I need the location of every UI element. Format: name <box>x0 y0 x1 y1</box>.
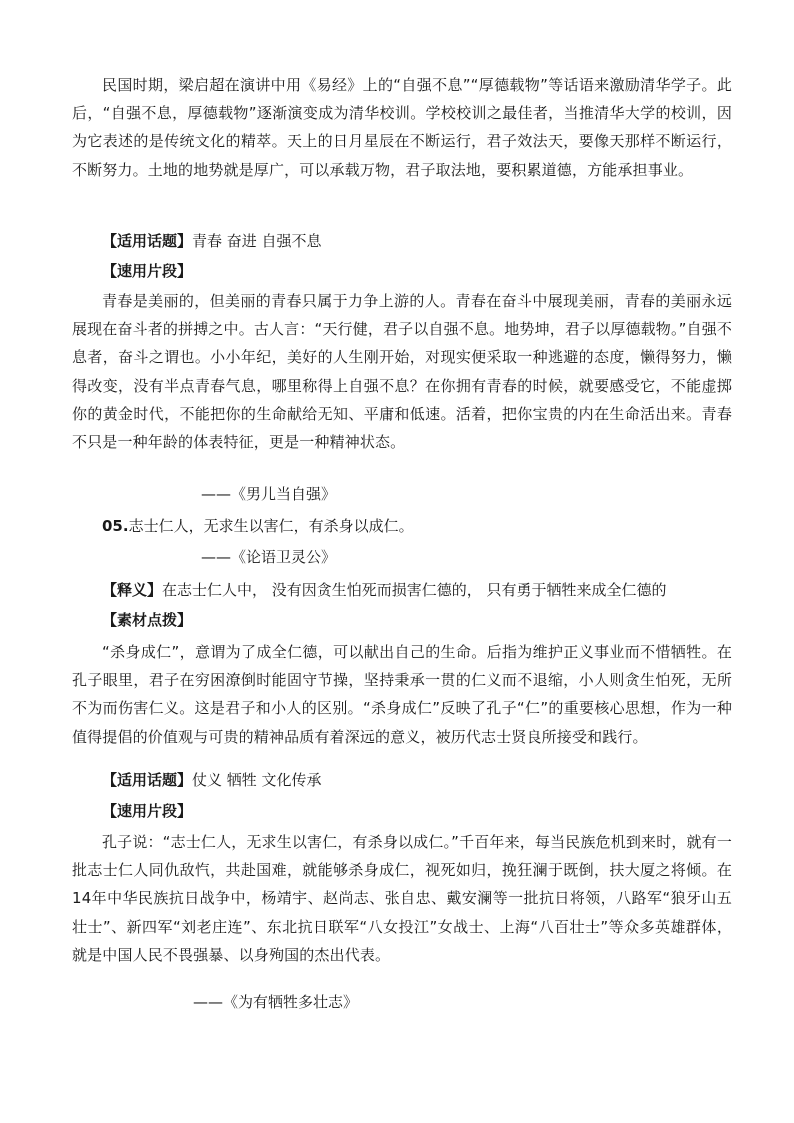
quote-05-text: 志士仁人，无求生以害仁，有杀身以成仁。 <box>128 517 414 535</box>
source-1: ——《男儿当自强》 <box>201 485 337 503</box>
source-3: ——《为有牺牲多壮志》 <box>193 993 359 1011</box>
paragraph-youth: 青春是美丽的，但美丽的青春只属于力争上游的人。青春在奋斗中展现美丽，青春的美丽永远展现在奋斗者的拼搏之中。古人言：“天行健，君子以自强不息。地势坤，君子以厚德载物。”自强不息者，奋斗之谓也。小小年纪，美好的人生刚开始，对现实便采取一种逃避的态度，懒得努力，懒得改变，没有半点青春气息，哪里称得上自强不息？在你拥有青春的时候，就要感受它，不能虚掷你的黄金时代，不能把你的生命献给无知、平庸和低速。活着，把你宝贵的内在生命活出来。青春不只是一种年龄的体表特征，更是一种精神状态。 <box>72 292 732 452</box>
paragraph-material: “杀身成仁”，意谓为了成全仁德，可以献出自己的生命。后指为维护正义事业而不惜牺牲。在孔子眼里，君子在穷困潦倒时能固守节操，坚持秉承一贯的仁义而不退缩，小人则贪生怕死，无所不为而伤害仁义。这是君子和小人的区别。“杀身成仁”反映了孔子“仁”的重要核心思想，作为一种值得提倡的价值观与可贵的精神品质有着深远的意义，被历代志士贤良所接受和践行。 <box>72 643 732 746</box>
topic-line-2 <box>102 766 322 794</box>
topic-label-1: 【适用话题】 <box>102 232 193 250</box>
explain-label: 【释义】 <box>102 581 163 599</box>
snippet-label-2: 【速用片段】 <box>102 802 193 820</box>
explain-text: 在志士仁人中， 没有因贪生怕死而损害仁德的， 只有勇于牺牲来成全仁德的 <box>162 581 667 599</box>
topic-label-2: 【适用话题】 <box>102 771 193 789</box>
quote-05-number: 05. <box>102 517 129 535</box>
paragraph-intro: 民国时期，梁启超在演讲中用《易经》上的“自强不息”“厚德载物”等话语来激励清华学子。此后，“自强不息，厚德载物”逐渐演变成为清华校训。学校校训之最佳者，当推清华大学的校训，因为它表述的是传统文化的精萃。天上的日月星辰在不断运行，君子效法天，要像天那样不断运行，不断努力。土地的地势就是厚广，可以承载万物，君子取法地，要积累道德，方能承担事业。 <box>72 76 732 179</box>
snippet-label-1: 【速用片段】 <box>102 262 193 280</box>
topic-line-1 <box>102 227 322 255</box>
paragraph-sacrifice: 孔子说：“志士仁人，无求生以害仁，有杀身以成仁。”千百年来，每当民族危机到来时，就有一批志士仁人同仇敌忾，共赴国难，就能够杀身成仁，视死如归，挽狂澜于既倒，扶大厦之将倾。在14年中华民族抗日战争中，杨靖宇、赵尚志、张自忠、戴安澜等一批抗日将领，八路军“狼牙山五壮士”、新四军“刘老庄连”、东北抗日联军“八女投江”女战士、上海“八百壮士”等众多英雄群体，就是中国人民不畏强暴、以身殉国的杰出代表。 <box>72 833 732 964</box>
explain-line <box>102 576 667 604</box>
quote-05-line <box>102 512 414 540</box>
material-label: 【素材点拨】 <box>102 611 193 629</box>
source-2: ——《论语卫灵公》 <box>201 548 337 566</box>
topic-text-1: 青春 奋进 自强不息 <box>192 232 322 250</box>
topic-text-2: 仗义 牺牲 文化传承 <box>192 771 322 789</box>
